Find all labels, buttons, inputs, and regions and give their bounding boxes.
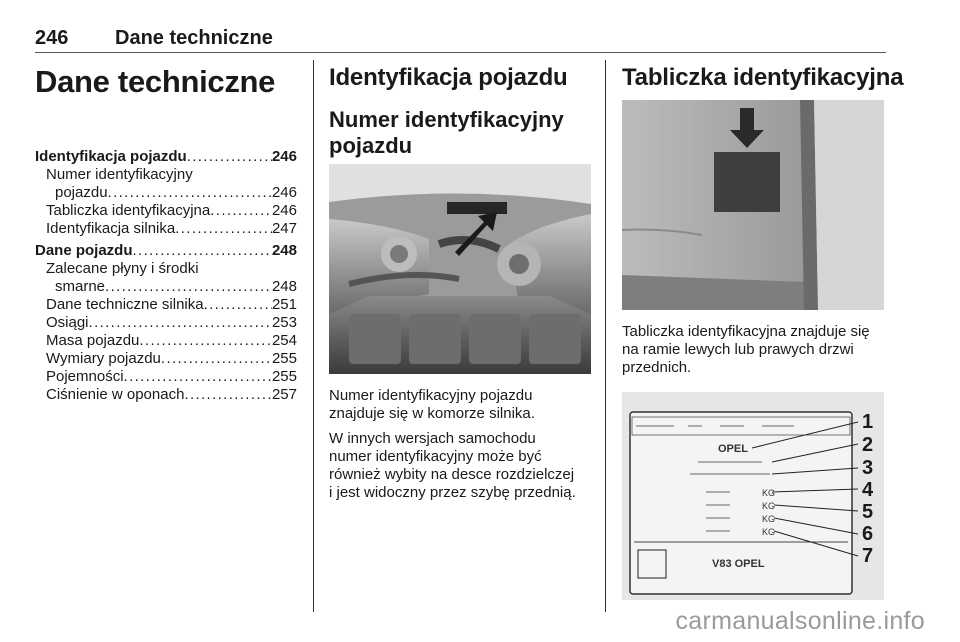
- toc-entry[interactable]: Dane techniczne silnika . . . 251: [35, 296, 297, 314]
- toc-entry[interactable]: Ciśnienie w oponach . . . 257: [35, 386, 297, 404]
- section-title: Identyfikacja pojazdu: [329, 64, 568, 91]
- column-divider-2: [605, 60, 606, 612]
- column-divider-1: [313, 60, 314, 612]
- callout-label: 7: [862, 545, 874, 567]
- subsection-title: Numer identyfikacyjny pojazdu: [329, 107, 564, 158]
- callout-label: 5: [862, 501, 874, 523]
- id-plate-diagram: [622, 392, 884, 600]
- door-frame-illustration: [622, 100, 884, 310]
- plate-footer: V83 OPEL: [712, 558, 765, 570]
- plate-unit: KG: [762, 501, 776, 511]
- chapter-title: Dane techniczne: [35, 64, 276, 99]
- toc-entry[interactable]: pojazdu . . . 246: [35, 184, 297, 202]
- engine-bay-illustration: [329, 164, 591, 374]
- door-frame-photo: [622, 100, 884, 310]
- vin-location-text: Numer identyfikacyjny pojazdu znajduje się w komorze silnika.: [329, 387, 535, 422]
- toc-entry[interactable]: Dane pojazdu . . . 248: [35, 242, 297, 260]
- header-rule: [35, 52, 886, 53]
- toc-entry[interactable]: Identyfikacja pojazdu . . . 246: [35, 148, 297, 166]
- callout-label: 4: [862, 479, 874, 501]
- section-title: Tabliczka identyfikacyjna: [622, 64, 904, 91]
- running-header: Dane techniczne: [115, 27, 273, 49]
- plate-unit: KG: [762, 514, 776, 524]
- engine-bay-photo: [329, 164, 591, 374]
- toc-entry[interactable]: Masa pojazdu . . . 254: [35, 332, 297, 350]
- toc-entry[interactable]: Wymiary pojazdu . . . 255: [35, 350, 297, 368]
- id-plate-illustration: [622, 392, 884, 600]
- toc-entry[interactable]: Tabliczka identyfikacyjna . . . 246: [35, 202, 297, 220]
- toc-entry[interactable]: Pojemności . . . 255: [35, 368, 297, 386]
- table-of-contents: [35, 148, 297, 404]
- callout-label: 3: [862, 457, 874, 479]
- callout-label: 1: [862, 411, 874, 433]
- vin-alternate-text: W innych wersjach samochodu numer identyfikacyjny może być również wybity na desce rozdzielczej i jest widoczny przez szybę przednią.: [329, 430, 576, 501]
- toc-entry[interactable]: Zalecane płyny i środki: [46, 260, 199, 277]
- toc-entry[interactable]: Identyfikacja silnika . . . 247: [35, 220, 297, 238]
- plate-unit: KG: [762, 488, 776, 498]
- toc-entry[interactable]: Numer identyfikacyjny: [46, 166, 193, 183]
- watermark: carmanualsonline.info: [675, 607, 925, 635]
- plate-brand: OPEL: [718, 443, 748, 455]
- callout-label: 6: [862, 523, 874, 545]
- page-number: 246: [35, 27, 69, 49]
- plate-unit: KG: [762, 527, 776, 537]
- id-plate-shape: [714, 152, 780, 212]
- callout-label: 2: [862, 434, 874, 456]
- toc-entry[interactable]: smarne . . . 248: [35, 278, 297, 296]
- toc-entry[interactable]: Osiągi . . . 253: [35, 314, 297, 332]
- plate-location-text: Tabliczka identyfikacyjna znajduje się na ramie lewych lub prawych drzwi przednich.: [622, 323, 870, 376]
